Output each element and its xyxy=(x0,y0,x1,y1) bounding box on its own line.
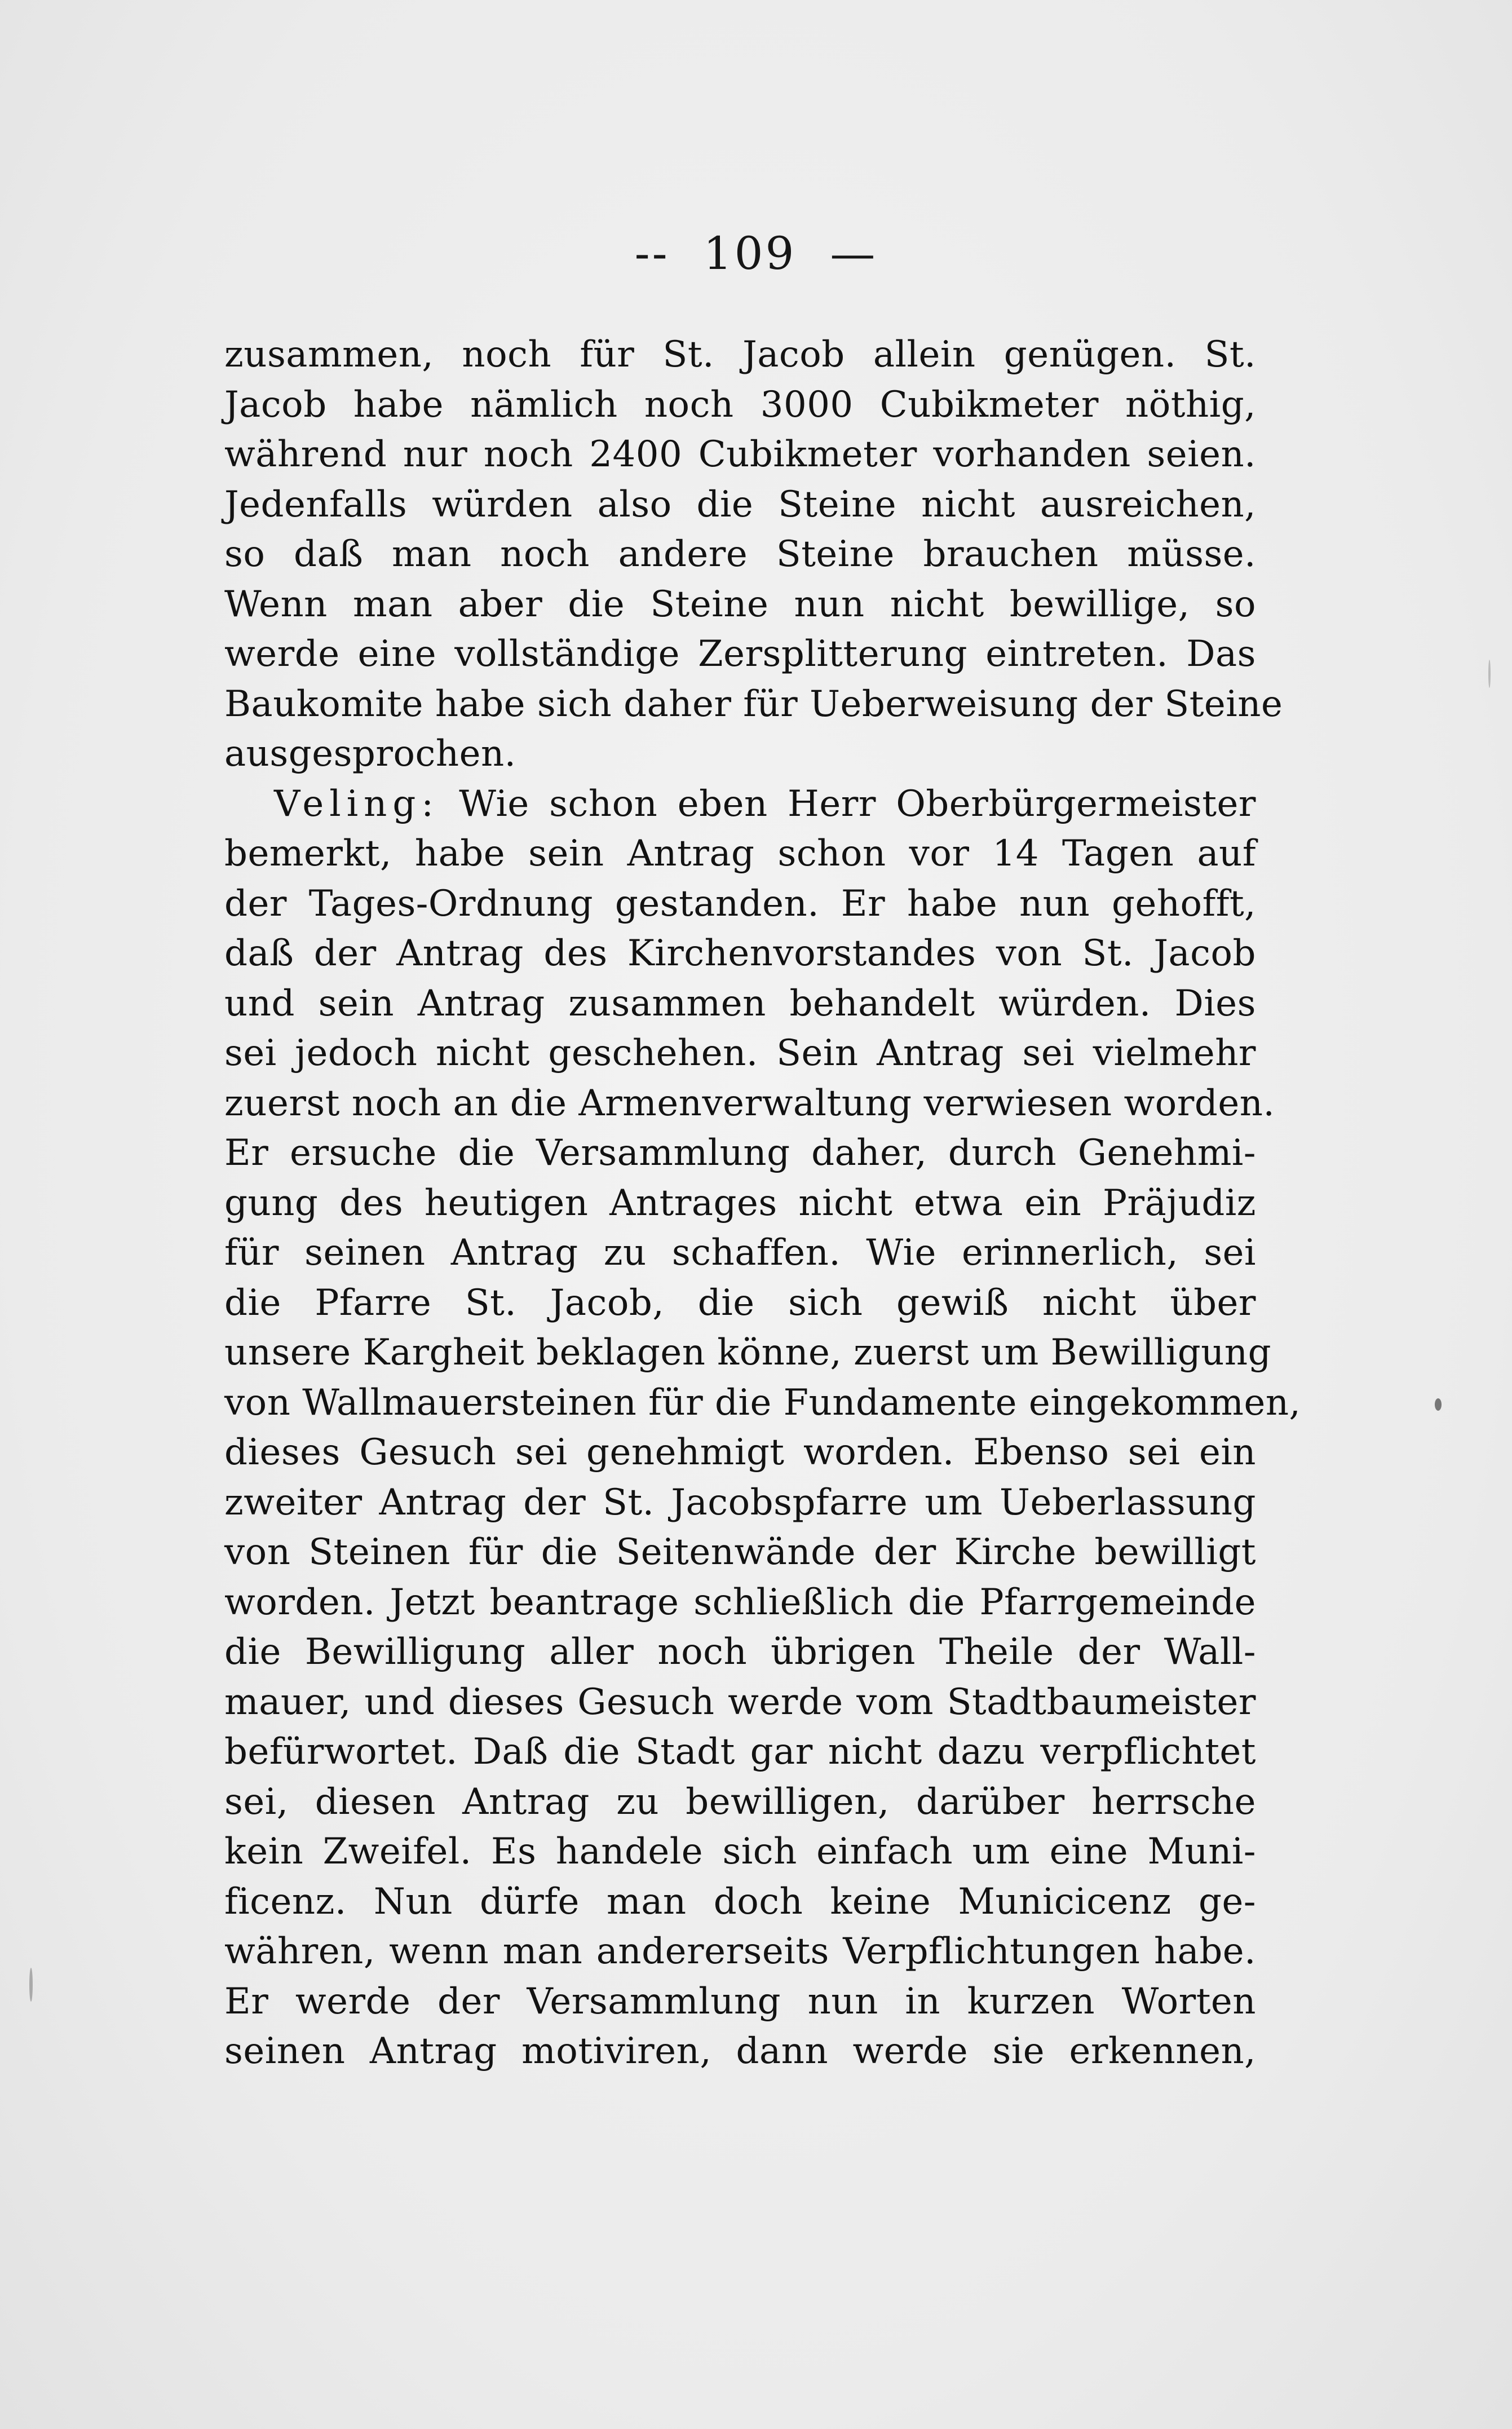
text-line: sei, diesen Antrag zu bewilligen, darüber herrsche xyxy=(224,1781,1256,1823)
text-line: unsere Kargheit beklagen könne, zuerst um Bewilligung xyxy=(224,1332,1272,1374)
text-line: werde eine vollständige Zersplitterung eintreten. Das xyxy=(224,633,1256,675)
text-line: ausgesprochen. xyxy=(224,733,516,775)
text-line: mauer, und dieses Gesuch werde vom Stadtbaumeister xyxy=(224,1681,1256,1723)
text-line: sei jedoch nicht geschehen. Sein Antrag sei vielmehr xyxy=(224,1032,1256,1074)
paper-speck xyxy=(29,1968,33,2002)
text-line: währen, wenn man andererseits Verpflichtungen habe. xyxy=(224,1931,1256,1972)
text-line: von Wallmauersteinen für die Fundamente eingekommen, xyxy=(224,1381,1301,1424)
text-line: kein Zweifel. Es handele sich einfach um eine Muni- xyxy=(224,1831,1256,1872)
text-line: worden. Jetzt beantrage schließlich die Pfarrgemeinde xyxy=(224,1581,1256,1623)
text-line: dieses Gesuch sei genehmigt worden. Ebenso sei ein xyxy=(224,1432,1256,1473)
body-text xyxy=(224,330,1301,2077)
text-line: von Steinen für die Seitenwände der Kirche bewilligt xyxy=(224,1531,1256,1573)
text-line: bemerkt, habe sein Antrag schon vor 14 Tagen auf xyxy=(224,833,1256,875)
page-number-header xyxy=(0,226,1512,282)
text-line: Jedenfalls würden also die Steine nicht ausreichen, xyxy=(224,483,1256,525)
text-line: daß der Antrag des Kirchenvorstandes von St. Jacob xyxy=(224,933,1256,974)
text-line: befürwortet. Daß die Stadt gar nicht dazu verpflichtet xyxy=(224,1731,1256,1773)
text-line: der Tages-Ordnung gestanden. Er habe nun gehofft, xyxy=(224,882,1256,925)
text-line: Er werde der Versammlung nun in kurzen Worten xyxy=(224,1980,1256,2022)
text-line-speaker xyxy=(224,779,1256,829)
text-line: und sein Antrag zusammen behandelt würden. Dies xyxy=(224,982,1256,1024)
paper-speck xyxy=(1435,1398,1442,1411)
text-line: seinen Antrag motiviren, dann werde sie erkennen, xyxy=(224,2030,1256,2072)
paper-speck xyxy=(1488,660,1491,688)
text-line: die Bewilligung aller noch übrigen Theile der Wall- xyxy=(224,1631,1256,1673)
text-line: für seinen Antrag zu schaffen. Wie erinnerlich, sei xyxy=(224,1232,1256,1274)
speaker-text: Wie schon eben Herr Oberbürgermeister xyxy=(459,783,1257,825)
page-number: 109 xyxy=(703,227,797,280)
dash-left: -- xyxy=(634,227,670,280)
text-line: die Pfarre St. Jacob, die sich gewiß nicht über xyxy=(224,1282,1256,1324)
text-line: Baukomite habe sich daher für Ueberweisung der Steine xyxy=(224,683,1283,725)
text-line: so daß man noch andere Steine brauchen müsse. xyxy=(224,533,1256,575)
text-line: während nur noch 2400 Cubikmeter vorhanden seien. xyxy=(224,434,1256,475)
text-line: Wenn man aber die Steine nun nicht bewillige, so xyxy=(224,583,1256,625)
text-line: Er ersuche die Versammlung daher, durch Genehmi- xyxy=(224,1132,1256,1174)
text-line: zusammen, noch für St. Jacob allein genügen. St. xyxy=(224,334,1256,376)
text-line: zweiter Antrag der St. Jacobspfarre um Ueberlassung xyxy=(224,1481,1256,1523)
dash-right: — xyxy=(830,227,878,280)
text-line: zuerst noch an die Armenverwaltung verwiesen worden. xyxy=(224,1082,1275,1124)
text-line: ficenz. Nun dürfe man doch keine Municicenz ge- xyxy=(224,1880,1256,1923)
speaker-name: Veling: xyxy=(274,783,439,825)
text-line: Jacob habe nämlich noch 3000 Cubikmeter nöthig, xyxy=(224,383,1256,426)
text-line: gung des heutigen Antrages nicht etwa ein Präjudiz xyxy=(224,1182,1256,1224)
